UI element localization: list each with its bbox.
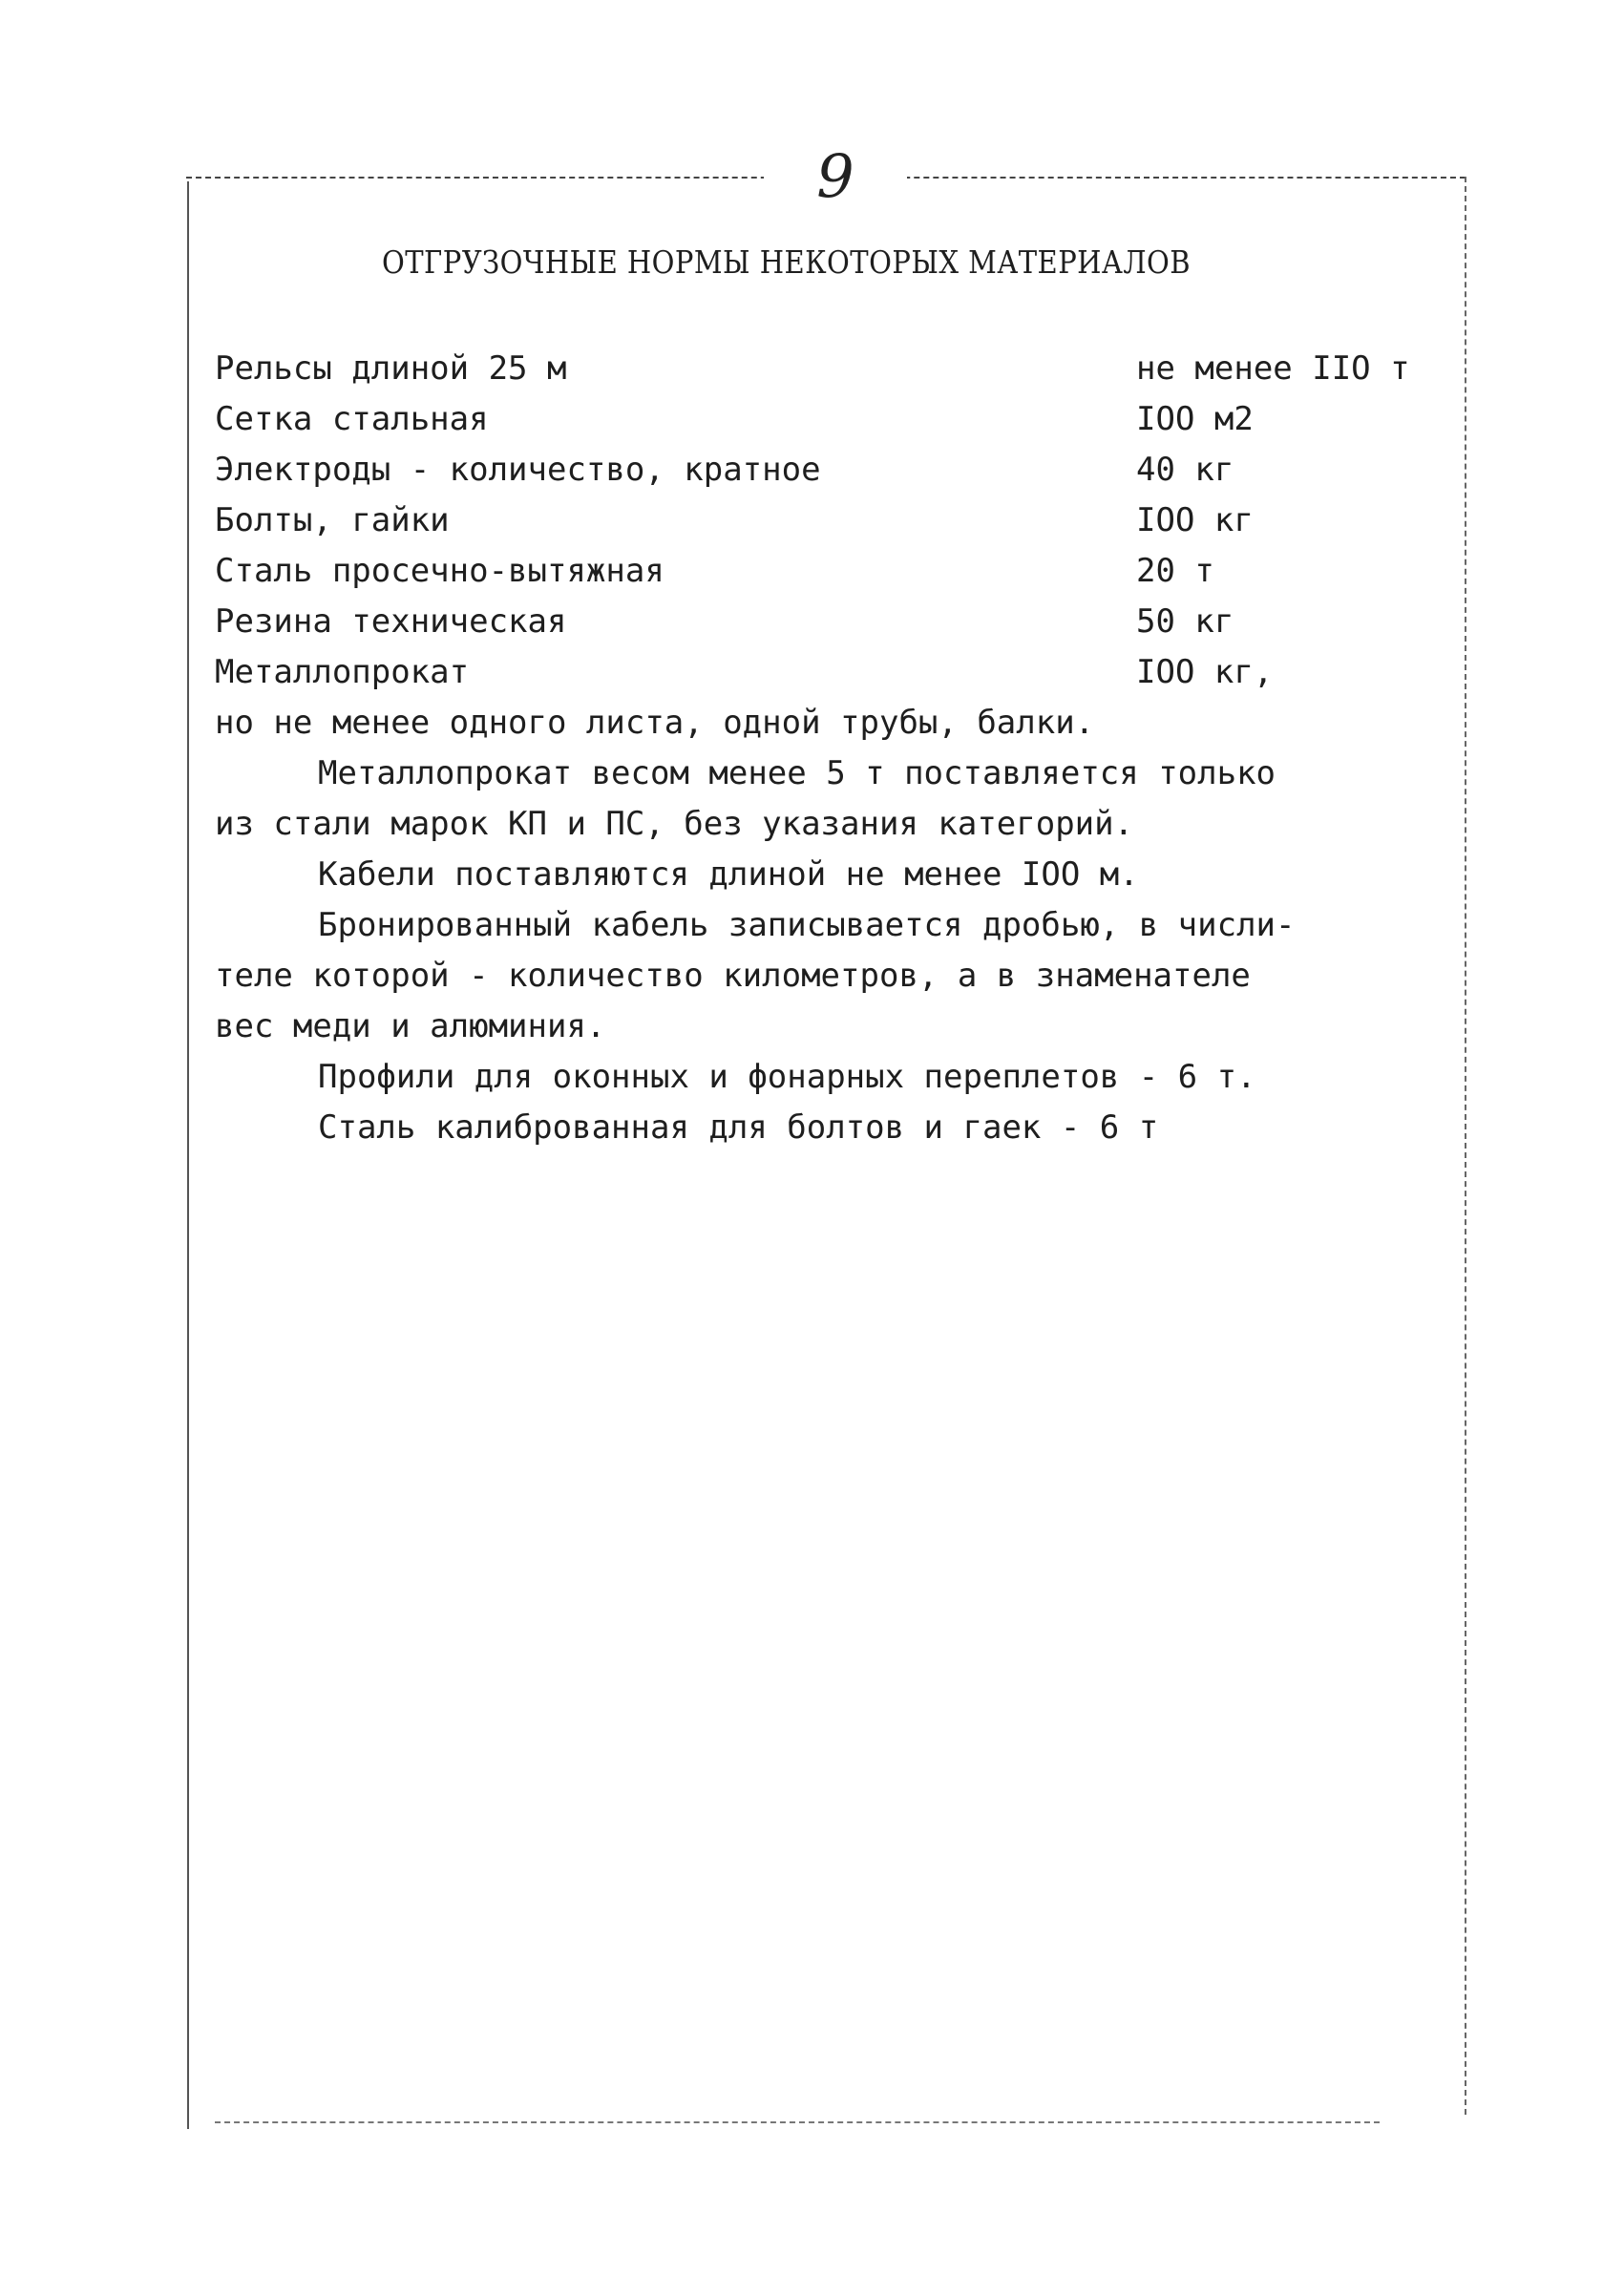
norm-row (215, 445, 1446, 495)
norm-name: Болты, гайки (215, 501, 450, 539)
norm-row (215, 597, 1446, 647)
norm-value: ІОО кг, (1136, 653, 1274, 691)
text-line: Сталь калиброванная для болтов и гаек - 6 т (318, 1108, 1159, 1147)
page-number: 9 (816, 141, 854, 211)
norm-value: не менее ІІО т (1136, 349, 1410, 388)
norm-value: 20 т (1136, 552, 1214, 590)
norm-name: Резина техническая (215, 602, 567, 641)
norm-row (215, 647, 1446, 698)
norm-row (215, 394, 1446, 445)
text-line: из стали марок КП и ПС, без указания категорий. (215, 805, 1134, 843)
text-line: Профили для оконных и фонарных переплетов - 6 т. (318, 1058, 1256, 1096)
norm-row (215, 495, 1446, 546)
norm-value: 50 кг (1136, 602, 1234, 641)
norm-value: 40 кг (1136, 451, 1234, 489)
norm-name: Сталь просечно-вытяжная (215, 552, 664, 590)
frame-bottom-line (215, 2121, 1380, 2123)
norm-name: Металлопрокат (215, 653, 470, 691)
frame-left-line (187, 181, 189, 2129)
norm-name: Сетка стальная (215, 400, 489, 438)
text-line: Кабели поставляются длиной не менее ІОО м. (318, 855, 1139, 894)
norm-value: ІОО кг (1136, 501, 1254, 539)
frame-right-line (1465, 177, 1466, 2115)
norm-row (215, 344, 1446, 394)
norm-row (215, 546, 1446, 597)
norm-name: Рельсы длиной 25 м (215, 349, 567, 388)
norm-name: Электроды - количество, кратное (215, 451, 821, 489)
text-line: вес меди и алюминия. (215, 1007, 606, 1045)
norms-list (215, 344, 1446, 698)
norm-value: ІОО м2 (1136, 400, 1254, 438)
page-title: ОТГРУЗОЧНЫЕ НОРМЫ НЕКОТОРЫХ МАТЕРИАЛОВ (382, 243, 1192, 281)
text-line: Металлопрокат весом менее 5 т поставляется только (318, 754, 1276, 792)
text-line: но не менее одного листа, одной трубы, балки. (215, 704, 1095, 742)
text-line: Бронированный кабель записывается дробью, в числи- (318, 906, 1296, 944)
body-text (215, 698, 1456, 1153)
text-line: теле которой - количество километров, а в знаменателе (215, 957, 1251, 995)
